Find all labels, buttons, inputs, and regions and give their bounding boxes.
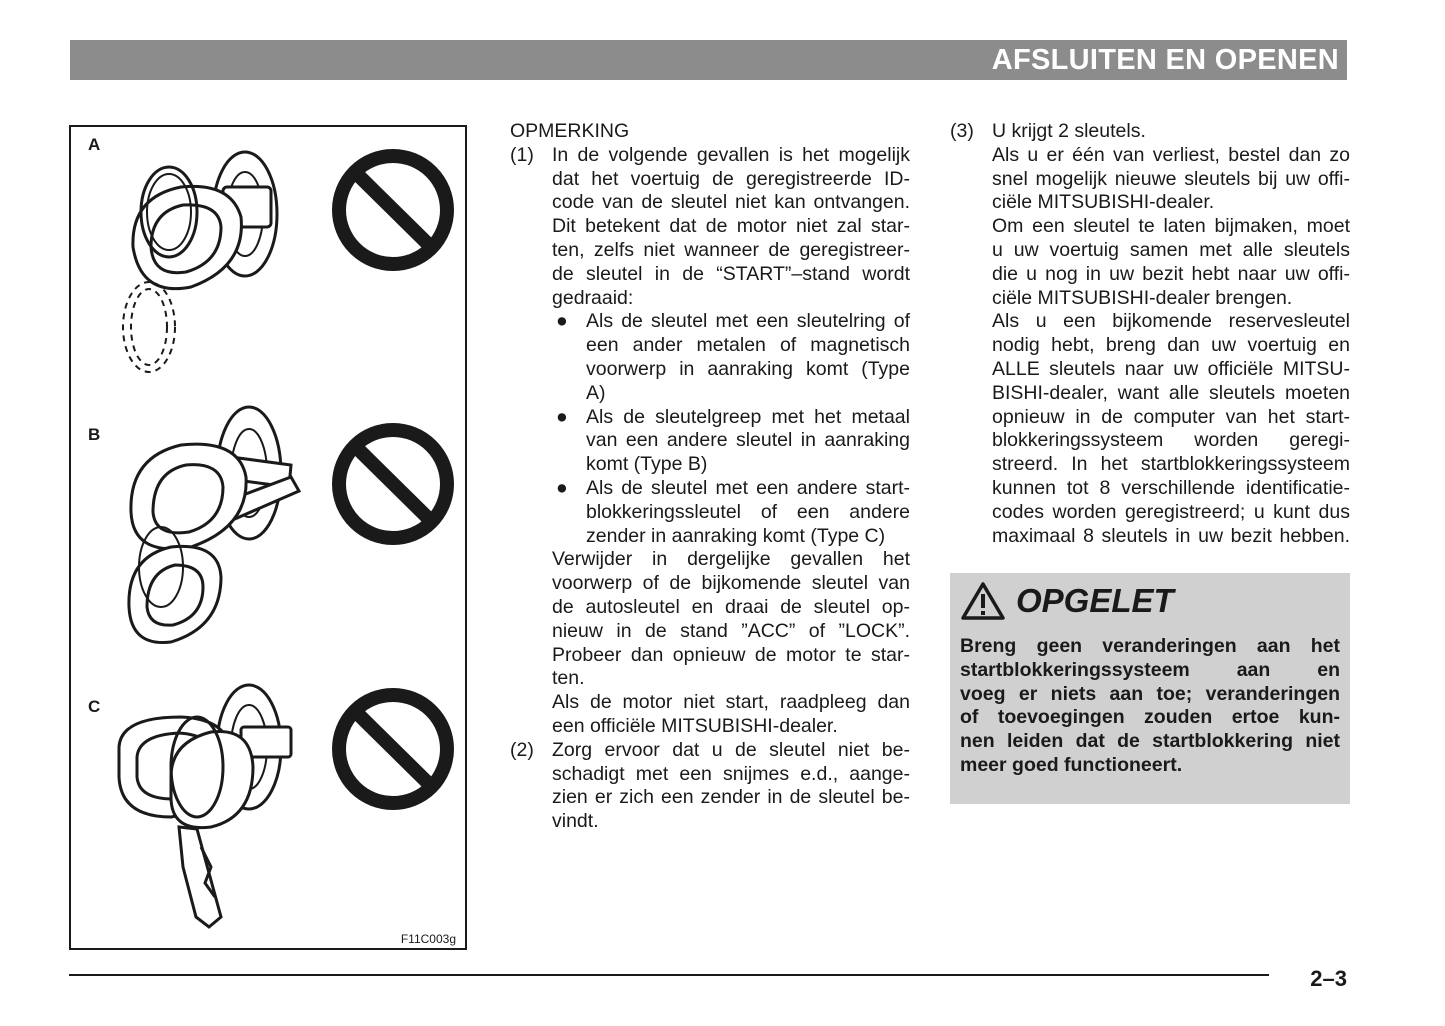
figure-label-c: C: [88, 697, 101, 716]
text-line: een officiële MITSUBISHI-dealer.: [552, 714, 838, 737]
text-line: schadigt met een snijmes e.d., aange-: [552, 762, 910, 785]
item-number: (3): [950, 120, 974, 142]
bullet-icon: ●: [556, 310, 568, 333]
note-heading: OPMERKING: [510, 120, 630, 142]
text-line: zender in aanraking komt (Type C): [586, 524, 886, 547]
figure-code: F11C003g: [400, 932, 456, 946]
text-line: Als de sleutel met een andere start-: [586, 476, 910, 499]
no-sign-b: [339, 430, 447, 538]
text-line: ciële MITSUBISHI-dealer brengen.: [992, 286, 1293, 309]
note-column-right: [950, 120, 1350, 548]
text-line: Om een sleutel te laten bijmaken, moet: [992, 215, 1350, 238]
type-a-key-drawing: [123, 152, 277, 372]
text-line: ten, zelfs niet wanneer de geregistreer-: [552, 238, 910, 261]
text-line: ten.: [552, 667, 585, 690]
footer-rule: [69, 974, 1269, 976]
text-line: u uw voertuig samen met alle sleutels: [992, 238, 1350, 261]
text-line: codes worden geregistreerd; u kunt dus: [992, 500, 1350, 523]
text-line: Dit betekent dat de motor niet zal star-: [552, 215, 910, 238]
figure-label-b: B: [88, 425, 101, 444]
text-line: streerd. In het startblokkeringssysteem: [992, 453, 1350, 476]
page-number: 2–3: [1310, 966, 1347, 991]
text-line: die u nog in uw bezit hebt naar uw offi-: [992, 262, 1350, 285]
bullet-item: [552, 406, 910, 477]
text-line: maximaal 8 sleutels in uw bezit hebben.: [992, 524, 1350, 547]
caution-text: [960, 635, 1340, 778]
text-line: gedraaid:: [552, 286, 634, 309]
note-item-3: [950, 120, 1350, 548]
text-line: nen leiden dat de startblokkering niet: [960, 730, 1340, 753]
type-c-key-drawing: [119, 685, 291, 927]
text-line: Probeer dan opnieuw de motor te star-: [552, 643, 910, 666]
text-line: komt (Type B): [586, 453, 708, 476]
type-b-key-drawing: [129, 407, 299, 643]
text-line: kunnen tot 8 verschillende identificatie-: [992, 476, 1350, 499]
text-line: nodig hebt, breng dan uw voertuig en: [992, 334, 1350, 357]
text-line: blokkeringssleutel of een andere: [586, 500, 910, 523]
item-number: (2): [510, 738, 534, 761]
text-line: Als de sleutel met een sleutelring of: [586, 310, 910, 333]
text-line: ALLE sleutels naar uw officiële MITSU-: [992, 357, 1350, 380]
warning-triangle-icon: [960, 581, 1006, 621]
section-title: AFSLUITEN EN OPENEN: [991, 44, 1339, 76]
text-line: BISHI-dealer, want alle sleutels moeten: [992, 381, 1350, 404]
text-line: een ander metalen of magnetisch: [586, 334, 910, 357]
text-line: Zorg ervoor dat u de sleutel niet be-: [552, 738, 910, 761]
text-line: voorwerp in aanraking komt (Type: [586, 357, 910, 380]
text-line: Verwijder in dergelijke gevallen het: [552, 548, 910, 571]
text-line: blokkeringssysteem worden geregi-: [992, 429, 1350, 452]
text-line: nieuw in de stand ”ACC” of ”LOCK”.: [552, 619, 910, 642]
text-line: Breng geen veranderingen aan het: [960, 635, 1340, 657]
key-illustration: [69, 125, 467, 950]
no-sign-a: [339, 156, 447, 264]
bullet-icon: ●: [556, 405, 568, 428]
key-drawings: [71, 127, 465, 948]
bullet-item: [552, 310, 910, 405]
text-line: Als de sleutelgreep met het metaal: [586, 405, 910, 428]
text-line: startblokkeringssysteem aan en: [960, 658, 1340, 681]
note-item-2: [510, 739, 910, 834]
text-line: van een andere sleutel in aanraking: [586, 429, 910, 452]
text-line: of toevoegingen zouden ertoe kun-: [960, 706, 1340, 729]
text-line: voeg er niets aan toe; veranderingen: [960, 682, 1340, 705]
caution-header: [960, 581, 1174, 621]
header-bar: [70, 40, 1347, 80]
text-line: vindt.: [552, 810, 599, 833]
text-line: meer goed functioneert.: [960, 753, 1183, 776]
bullet-icon: ●: [556, 476, 568, 499]
text-line: voorwerp of de bijkomende sleutel van: [552, 572, 910, 595]
text-line: Als u er één van verliest, bestel dan zo: [992, 143, 1350, 166]
bullet-item: [552, 477, 910, 548]
text-line: de autosleutel en draai de sleutel op-: [552, 595, 910, 618]
note-column: [510, 120, 910, 834]
figure-label-a: A: [88, 135, 101, 154]
text-line: Als de motor niet start, raadpleeg dan: [552, 691, 910, 714]
text-line: snel mogelijk nieuwe sleutels bij uw offi-: [992, 167, 1350, 190]
text-line: opnieuw in de computer van het start-: [992, 405, 1350, 428]
note-item-1: [510, 144, 910, 739]
text-line: A): [586, 381, 606, 404]
text-line: U krijgt 2 sleutels.: [992, 120, 1146, 142]
text-line: zien er zich een zender in de sleutel be-: [552, 786, 910, 809]
text-line: code van de sleutel niet kan ontvangen.: [552, 191, 910, 214]
text-line: In de volgende gevallen is het mogelijk: [552, 143, 910, 166]
no-sign-c: [339, 695, 447, 803]
text-line: Als u een bijkomende reservesleutel: [992, 310, 1350, 333]
caution-box: [950, 573, 1350, 804]
text-line: dat het voertuig de geregistreerde ID-: [552, 167, 910, 190]
text-line: ciële MITSUBISHI-dealer.: [992, 191, 1215, 214]
text-line: de sleutel in de “START”–stand wordt: [552, 262, 910, 285]
caution-title: OPGELET: [1016, 582, 1174, 619]
item-number: (1): [510, 143, 534, 166]
